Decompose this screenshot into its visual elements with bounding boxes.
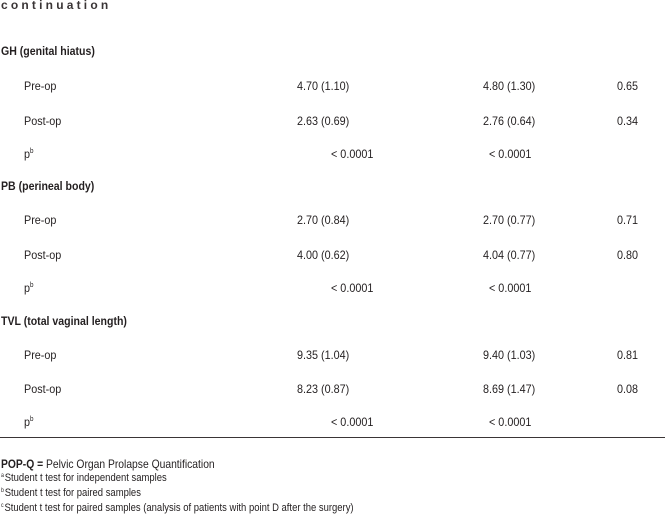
row-label: Post-op <box>24 382 62 396</box>
table-bottom-rule <box>0 437 665 438</box>
row-label <box>24 281 34 295</box>
footnote-c <box>1 502 354 514</box>
cell-value: 2.70 (0.77) <box>483 213 536 227</box>
cell-value: < 0.0001 <box>331 147 374 161</box>
cell-value: 9.40 (1.03) <box>483 348 536 362</box>
row-label-text: p <box>24 281 31 295</box>
cell-value: < 0.0001 <box>331 281 374 295</box>
cell-p-value: 0.71 <box>617 213 639 227</box>
footnote-marker: b <box>30 416 34 423</box>
row-label: Post-op <box>24 114 62 128</box>
cell-p-value: 0.65 <box>617 79 639 93</box>
cell-value: 8.23 (0.87) <box>297 382 350 396</box>
cell-value: 4.70 (1.10) <box>297 79 350 93</box>
cell-p-value: 0.34 <box>617 114 639 128</box>
row-label-text: p <box>24 415 31 429</box>
cell-value: 4.80 (1.30) <box>483 79 536 93</box>
cell-value: < 0.0001 <box>489 147 532 161</box>
footnote-marker: b <box>1 488 4 494</box>
row-label: Pre-op <box>24 79 57 93</box>
cell-value: < 0.0001 <box>489 281 532 295</box>
cell-value: < 0.0001 <box>489 415 532 429</box>
continuation-header: continuation <box>1 0 112 12</box>
footnote-marker: a <box>1 473 4 479</box>
row-label: Post-op <box>24 248 62 262</box>
footnote-b <box>1 487 141 499</box>
row-label-text: p <box>24 147 31 161</box>
cell-value: 9.35 (1.04) <box>297 348 350 362</box>
section-title-gh: GH (genital hiatus) <box>1 44 95 58</box>
footnote-text: Pelvic Organ Prolapse Quantification <box>43 457 215 471</box>
footnote-text: Student t test for independent samples <box>4 472 167 484</box>
row-label <box>24 415 34 429</box>
footnote-marker: b <box>30 148 34 155</box>
row-label: Pre-op <box>24 348 57 362</box>
cell-value: 2.76 (0.64) <box>483 114 536 128</box>
footnote-abbr: POP-Q = <box>1 457 44 471</box>
row-label: Pre-op <box>24 213 57 227</box>
cell-value: 4.04 (0.77) <box>483 248 536 262</box>
footnote-popq <box>1 457 215 471</box>
footnote-text: Student t test for paired samples <box>4 487 141 499</box>
section-title-tvl: TVL (total vaginal length) <box>1 314 127 328</box>
cell-value: 4.00 (0.62) <box>297 248 350 262</box>
footnote-marker: c <box>1 503 4 509</box>
cell-value: 2.70 (0.84) <box>297 213 350 227</box>
cell-p-value: 0.08 <box>617 382 639 396</box>
cell-p-value: 0.80 <box>617 248 639 262</box>
cell-value: < 0.0001 <box>331 415 374 429</box>
row-label <box>24 147 34 161</box>
footnote-a <box>1 472 167 484</box>
cell-value: 8.69 (1.47) <box>483 382 536 396</box>
cell-p-value: 0.81 <box>617 348 639 362</box>
footnote-text: Student t test for paired samples (analysis of patients with point D after the surgery) <box>4 502 354 514</box>
cell-value: 2.63 (0.69) <box>297 114 350 128</box>
section-title-pb: PB (perineal body) <box>1 179 95 193</box>
footnote-marker: b <box>30 282 34 289</box>
